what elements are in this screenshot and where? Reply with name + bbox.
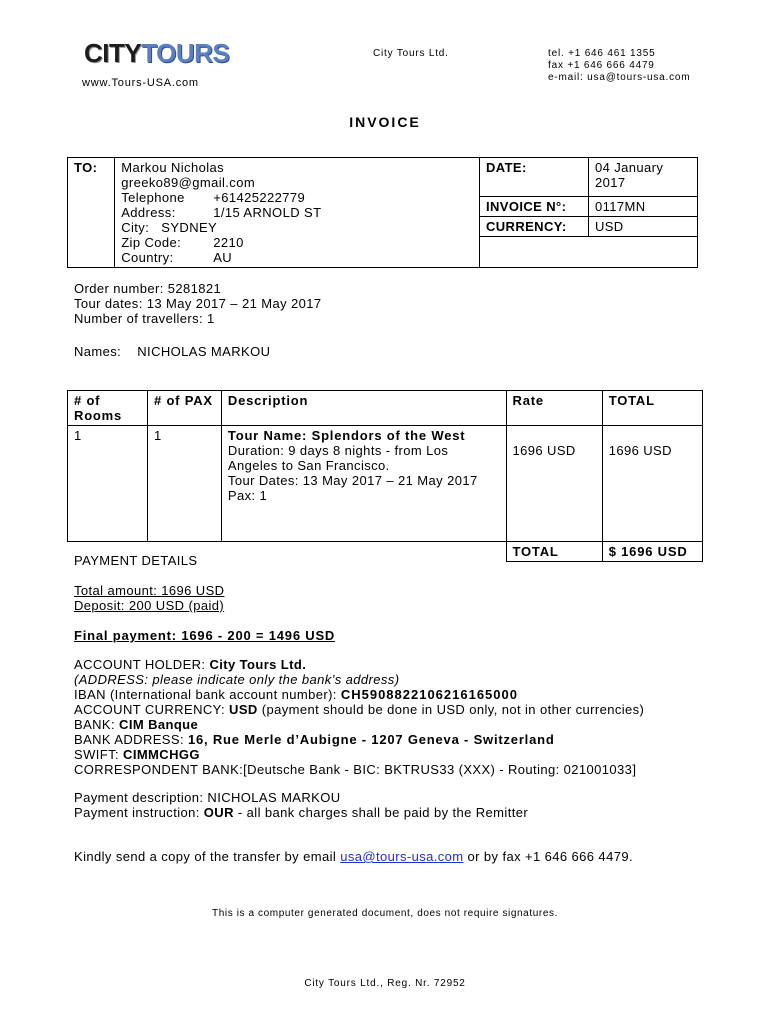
invoice-meta bbox=[479, 158, 697, 268]
date-value: 04 January 2017 bbox=[588, 158, 697, 197]
account-currency-label: ACCOUNT CURRENCY: bbox=[74, 702, 226, 717]
items-table bbox=[67, 390, 703, 562]
company-logo bbox=[84, 40, 229, 66]
iban-value: CH5908822106216165000 bbox=[340, 687, 518, 702]
names-value: NICHOLAS MARKOU bbox=[137, 344, 271, 359]
invoice-number-label: INVOICE N°: bbox=[480, 197, 589, 217]
date-label: DATE: bbox=[480, 158, 589, 197]
payment-heading: PAYMENT DETAILS bbox=[74, 553, 198, 568]
swift-value: CIMMCHGG bbox=[123, 747, 200, 762]
currency-value: USD bbox=[588, 217, 697, 237]
table-row bbox=[68, 426, 703, 542]
company-name: City Tours Ltd. bbox=[373, 48, 449, 59]
logo-city-text: CITY bbox=[84, 38, 142, 68]
grand-total-value: $ 1696 USD bbox=[602, 542, 702, 562]
zip-value: 2210 bbox=[213, 235, 244, 250]
order-info bbox=[74, 281, 322, 326]
city-value: SYDNEY bbox=[161, 220, 218, 235]
description-cell bbox=[221, 426, 506, 542]
total-amount: Total amount: 1696 USD bbox=[74, 583, 225, 598]
instruction-bold: OUR bbox=[203, 805, 234, 820]
pax-cell: 1 bbox=[148, 426, 222, 542]
rate-cell bbox=[506, 426, 602, 542]
header-rate: Rate bbox=[506, 391, 602, 426]
instruction-rest: - all bank charges shall be paid by the Remitter bbox=[237, 805, 529, 820]
send-copy-fax: or by fax +1 646 666 4479. bbox=[467, 849, 633, 864]
contact-tel: tel. +1 646 461 1355 bbox=[548, 48, 656, 59]
header-description: Description bbox=[221, 391, 506, 426]
signature-note: This is a computer generated document, does not require signatures. bbox=[212, 908, 558, 919]
invoice-number-value: 0117MN bbox=[588, 197, 697, 217]
address-note: (ADDRESS: please indicate only the bank’s address) bbox=[74, 672, 400, 687]
rate-value: 1696 USD bbox=[512, 443, 576, 458]
holder-value: City Tours Ltd. bbox=[209, 657, 307, 672]
to-label: TO: bbox=[68, 158, 115, 268]
swift-label: SWIFT: bbox=[74, 747, 120, 762]
recipient-details bbox=[115, 158, 480, 268]
email-link[interactable]: usa@tours-usa.com bbox=[340, 849, 464, 864]
grand-total-label: TOTAL bbox=[506, 542, 602, 562]
tour-duration: Duration: 9 days 8 nights - from Los Angeles to San Francisco. bbox=[227, 443, 449, 473]
country-label: Country: bbox=[121, 250, 174, 265]
rooms-cell: 1 bbox=[68, 426, 148, 542]
contact-block bbox=[548, 48, 690, 84]
tour-dates-line: Tour Dates: 13 May 2017 – 21 May 2017 bbox=[227, 473, 478, 488]
recipient-name: Markou Nicholas bbox=[121, 160, 225, 175]
address-value: 1/15 ARNOLD ST bbox=[213, 205, 322, 220]
pax-line: Pax: 1 bbox=[227, 488, 268, 503]
recipient-table bbox=[67, 157, 698, 268]
website-text: www.Tours-USA.com bbox=[82, 77, 199, 89]
traveller-count: Number of travellers: 1 bbox=[74, 311, 215, 326]
telephone-value: +61425222779 bbox=[213, 190, 306, 205]
bank-value: CIM Banque bbox=[119, 717, 199, 732]
header-total: TOTAL bbox=[602, 391, 702, 426]
account-currency-note: (payment should be done in USD only, not in other currencies) bbox=[261, 702, 645, 717]
telephone-label: Telephone bbox=[121, 190, 185, 205]
payment-instructions bbox=[74, 790, 528, 820]
address-label: Address: bbox=[121, 205, 176, 220]
order-number: Order number: 5281821 bbox=[74, 281, 222, 296]
correspondent-bank: CORRESPONDENT BANK:[Deutsche Bank - BIC: BKTRUS33 (XXX) - Routing: 021001033] bbox=[74, 762, 637, 777]
line-total-value: 1696 USD bbox=[608, 443, 672, 458]
bank-address-value: 16, Rue Merle d’Aubigne - 1207 Geneva - Switzerland bbox=[187, 732, 555, 747]
logo-tours-text: TOURS bbox=[141, 38, 230, 68]
country-value: AU bbox=[213, 250, 233, 265]
instruction-label: Payment instruction: bbox=[74, 805, 200, 820]
tour-dates: Tour dates: 13 May 2017 – 21 May 2017 bbox=[74, 296, 322, 311]
payment-description: Payment description: NICHOLAS MARKOU bbox=[74, 790, 341, 805]
recipient-email: greeko89@gmail.com bbox=[121, 175, 256, 190]
bank-address-label: BANK ADDRESS: bbox=[74, 732, 184, 747]
zip-label: Zip Code: bbox=[121, 235, 182, 250]
registration-footer: City Tours Ltd., Reg. Nr. 72952 bbox=[304, 978, 466, 989]
bank-label: BANK: bbox=[74, 717, 116, 732]
total-cell bbox=[602, 426, 702, 542]
send-copy-text: Kindly send a copy of the transfer by email bbox=[74, 849, 337, 864]
deposit: Deposit: 200 USD (paid) bbox=[74, 598, 225, 613]
currency-label: CURRENCY: bbox=[480, 217, 589, 237]
header-pax: # of PAX bbox=[148, 391, 222, 426]
holder-label: ACCOUNT HOLDER: bbox=[74, 657, 206, 672]
final-payment: Final payment: 1696 - 200 = 1496 USD bbox=[74, 628, 336, 643]
names-line bbox=[74, 344, 270, 359]
invoice-title: INVOICE bbox=[349, 114, 421, 130]
names-label: Names: bbox=[74, 344, 122, 359]
send-copy-line bbox=[74, 849, 633, 864]
tour-name: Tour Name: Splendors of the West bbox=[227, 428, 466, 443]
iban-label: IBAN (International bank account number): bbox=[74, 687, 337, 702]
contact-fax: fax +1 646 666 4479 bbox=[548, 60, 655, 71]
account-currency-value: USD bbox=[229, 702, 258, 717]
city-label: City: bbox=[121, 220, 150, 235]
header-rooms: # of Rooms bbox=[68, 391, 148, 426]
contact-email: e-mail: usa@tours-usa.com bbox=[548, 72, 691, 83]
bank-details bbox=[74, 657, 644, 777]
